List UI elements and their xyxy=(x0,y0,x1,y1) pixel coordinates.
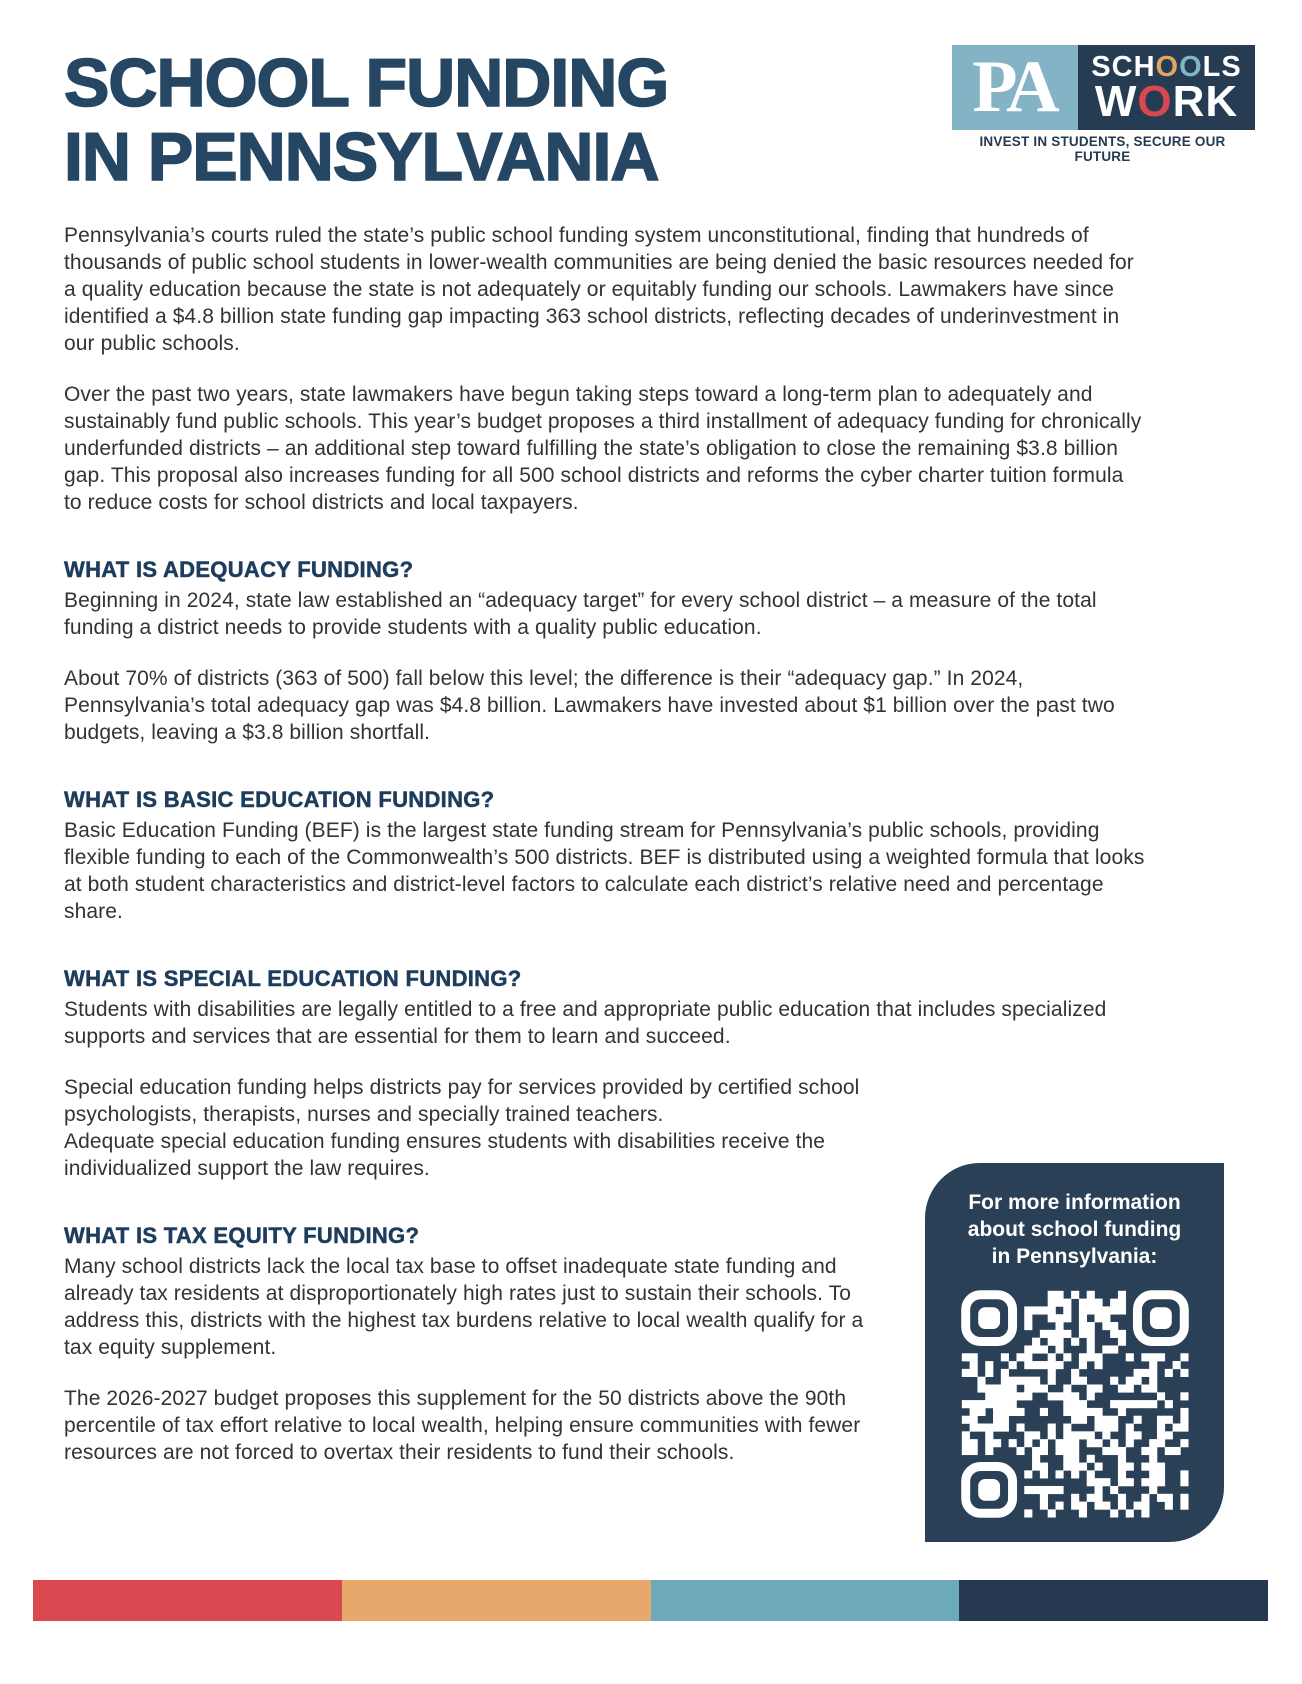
footer-bar-segment-navy xyxy=(959,1580,1268,1621)
pa-logo-mark: PA xyxy=(952,45,1078,130)
paragraph: Students with disabilities are legally entitled to a free and appropriate public education that includes specialized supports and services that are essential for them to learn and succeed. xyxy=(64,998,1107,1048)
section-heading: WHAT IS TAX EQUITY FUNDING? xyxy=(64,1223,420,1248)
footer-bar-segment-teal xyxy=(651,1580,960,1621)
paragraph: Basic Education Funding (BEF) is the largest state funding stream for Pennsylvania’s public schools, providing flexible funding to each of the Commonwealth’s 500 districts. BEF is distributed using a weighted formula that looks at both student characteristics and district-level factors to calculate each district’s relative need and percentage share. xyxy=(64,819,1145,923)
section-basic-education-funding xyxy=(64,786,1146,925)
qr-box-text-line2: about school funding xyxy=(967,1218,1182,1241)
intro-paragraph: Pennsylvania’s courts ruled the state’s public school funding system unconstitutional, finding that hundreds of thousands of public school students in lower-wealth communities are being denied the basic resources needed for a quality education because the state is not adequately or equitably funding our schools. Lawmakers have since identified a $4.8 billion state funding gap impacting 363 school districts, reflecting decades of underinvestment in our public schools. xyxy=(64,224,1134,355)
schools-letters: SCH xyxy=(1091,51,1156,83)
pa-schools-work-logo xyxy=(952,45,1255,130)
logo-tagline: INVEST IN STUDENTS, SECURE OUR FUTURE xyxy=(979,134,1226,164)
work-letters: W xyxy=(1094,77,1138,126)
schools-o-orange: O xyxy=(1155,51,1180,83)
paragraph: About 70% of districts (363 of 500) fall below this level; the difference is their “adequacy gap.” In 2024, Pennsylvania’s total adequacy gap was $4.8 billion. Lawmakers have invested about $1 billion over the past two budgets, leaving a $3.8 billion shortfall. xyxy=(64,667,1115,744)
section-heading: WHAT IS SPECIAL EDUCATION FUNDING? xyxy=(64,966,522,991)
section-heading: WHAT IS BASIC EDUCATION FUNDING? xyxy=(64,787,495,812)
qr-box-text-line1: For more information xyxy=(968,1191,1181,1214)
paragraph: Beginning in 2024, state law established an “adequacy target” for every school district – a measure of the total funding a district needs to provide students with a quality public education. xyxy=(64,589,1097,639)
qr-box-text-line3: in Pennsylvania: xyxy=(991,1245,1158,1268)
section-special-education-funding xyxy=(64,965,1146,1182)
intro-paragraph: Over the past two years, state lawmakers have begun taking steps toward a long-term plan to adequately and sustainably fund public schools. This year’s budget proposes a third installment of adequacy funding for chronically underfunded districts – an additional step toward fulfilling the state’s obligation to close the remaining $3.8 billion gap. This proposal also increases funding for all 500 school districts and reforms the cyber charter tuition formula to reduce costs for school districts and local taxpayers. xyxy=(64,383,1142,514)
footer-color-bar xyxy=(33,1580,1268,1621)
page-title-line2: IN PENNSYLVANIA xyxy=(64,119,659,195)
schools-work-wordmark xyxy=(1078,45,1255,130)
schools-o-teal: O xyxy=(1179,51,1203,83)
section-heading: WHAT IS ADEQUACY FUNDING? xyxy=(64,557,414,582)
schools-letters-end: LS xyxy=(1202,51,1242,83)
work-word xyxy=(1094,77,1239,126)
qr-info-box xyxy=(925,1163,1224,1542)
qr-code xyxy=(954,1283,1196,1525)
page-title xyxy=(64,46,668,194)
footer-bar-segment-orange xyxy=(342,1580,651,1621)
section-adequacy-funding xyxy=(64,556,1146,746)
paragraph: The 2026-2027 budget proposes this supplement for the 50 districts above the 90th percentile of tax effort relative to local wealth, helping ensure communities with fewer resources are not forced to overtax their residents to fund their schools. xyxy=(64,1387,861,1464)
paragraph: Special education funding helps districts pay for services provided by certified school psychologists, therapists, nurses and specially trained teachers. xyxy=(64,1076,860,1126)
footer-bar-segment-red xyxy=(33,1580,342,1621)
work-letters-end: RK xyxy=(1172,77,1239,126)
page-title-line1: SCHOOL FUNDING xyxy=(64,45,669,121)
paragraph: Adequate special education funding ensures students with disabilities receive the individualized support the law requires. xyxy=(64,1130,826,1180)
work-o-red: O xyxy=(1137,77,1173,126)
qr-box-text xyxy=(925,1189,1224,1270)
paragraph: Many school districts lack the local tax base to offset inadequate state funding and already tax residents at disproportionately high rates just to sustain their schools. To address this, districts with the highest tax burdens relative to local wealth qualify for a tax equity supplement. xyxy=(64,1255,864,1359)
